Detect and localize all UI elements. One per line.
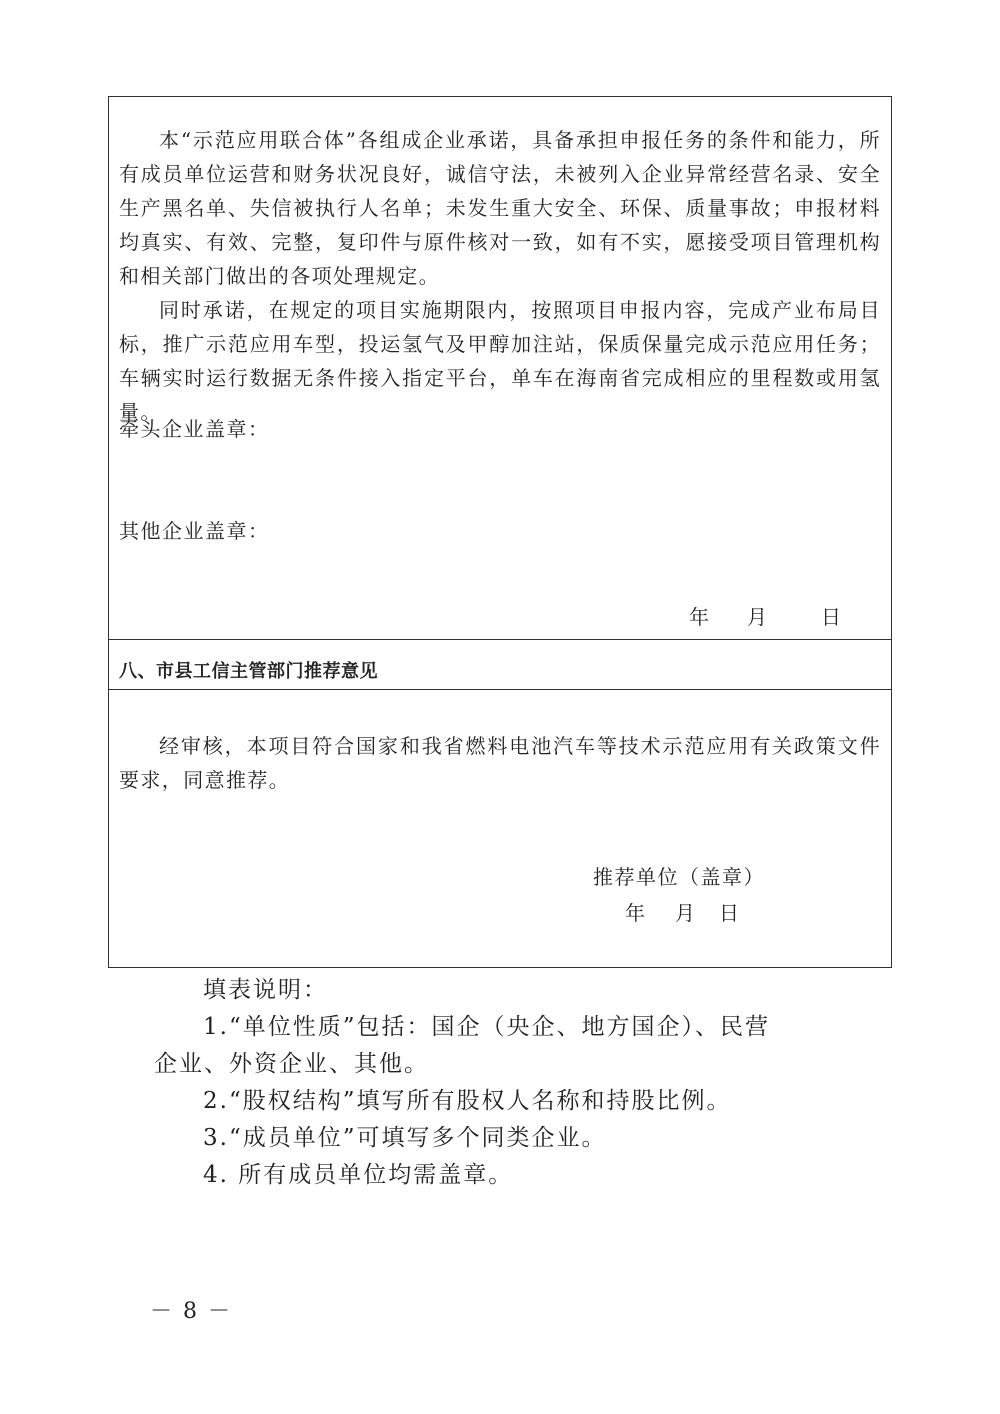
other-company-seal-label: 其他企业盖章： — [119, 519, 270, 543]
page-number: － 8 － — [150, 1299, 232, 1324]
instructions-heading: 填表说明： — [203, 977, 328, 1003]
instruction-item-3: 3.“成员单位”可填写多个同类企业。 — [203, 1125, 607, 1151]
commitment-paragraph-1: 本“示范应用联合体”各组成企业承诺，具备承担申报任务的条件和能力，所有成员单位运营和财务状况良好，诚信守法，未被列入企业异常经营名录、安全生产黑名单、失信被执行人名单；未发生重大安全、环保、质量事故；申报材料均真实、有效、完整，复印件与原件核对一致，如有不实，愿接受项目管理机构和相关部门做出的各项处理规定。 — [119, 128, 881, 288]
recommendation-date-day: 日 — [719, 901, 739, 925]
commitment-date-year: 年 — [689, 605, 709, 629]
recommender-seal-label: 推荐单位（盖章） — [593, 865, 765, 889]
table-divider — [109, 689, 891, 690]
instruction-item-1-continued: 企业、外资企业、其他。 — [154, 1051, 429, 1077]
recommendation-opinion: 经审核，本项目符合国家和我省燃料电池汽车等技术示范应用有关政策文件要求，同意推荐。 — [119, 734, 881, 792]
commitment-date-day: 日 — [821, 605, 841, 629]
application-form-table — [108, 96, 892, 968]
lead-company-seal-label: 牵头企业盖章： — [119, 417, 270, 441]
form-instructions — [154, 972, 874, 1194]
recommendation-date-month: 月 — [675, 901, 695, 925]
commitment-date-month: 月 — [747, 605, 767, 629]
instruction-item-1: 1.“单位性质”包括：国企（央企、地方国企）、民营 — [203, 1014, 770, 1040]
section-8-header: 八、市县工信主管部门推荐意见 — [119, 661, 378, 682]
commitment-paragraph-2: 同时承诺，在规定的项目实施期限内，按照项目申报内容，完成产业布局目标，推广示范应用车型，投运氢气及甲醇加注站，保质保量完成示范应用任务；车辆实时运行数据无条件接入指定平台，单车在海南省完成相应的里程数或用氢量。 — [119, 298, 881, 424]
recommendation-date-year: 年 — [625, 901, 645, 925]
instruction-item-4: 4. 所有成员单位均需盖章。 — [203, 1162, 514, 1188]
table-divider — [109, 639, 891, 640]
instruction-item-2: 2.“股权结构”填写所有股权人名称和持股比例。 — [203, 1088, 732, 1114]
